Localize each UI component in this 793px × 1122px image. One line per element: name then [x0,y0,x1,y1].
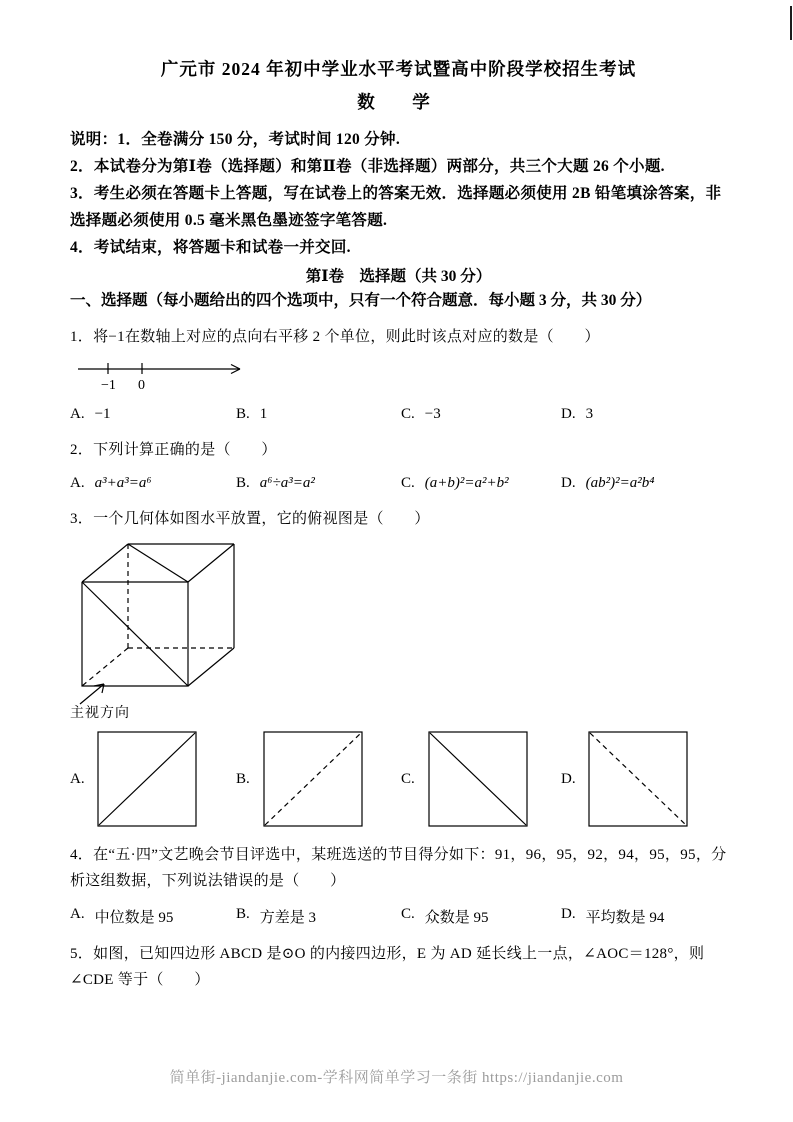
number-line-figure [76,358,727,394]
option-label: A. [70,475,85,491]
exam-instructions [70,126,727,261]
option-label: C. [401,475,415,491]
option-label: A. [70,406,85,422]
view-direction-label: 主视方向 [70,706,130,721]
option-text: 平均数是 94 [585,910,665,926]
square-dashed-falling-diagonal-figure [587,730,689,828]
q2-option-d [561,475,727,492]
option-label: D. [561,906,576,922]
option-label: C. [401,906,415,922]
square-solid-falling-diagonal-figure [427,730,529,828]
option-label: D. [561,475,576,491]
option-text: 中位数是 95 [94,910,174,926]
option-formula: a³+a³=a⁶ [94,475,152,491]
q1-option-d [561,406,727,423]
tick-label-minus1: −1 [101,378,116,393]
tick-label-zero: 0 [138,378,145,393]
question-4-options [70,906,727,927]
option-text: 1 [259,406,268,422]
q2-option-c [401,475,561,492]
option-text: 众数是 95 [424,910,489,926]
option-formula: a⁶÷a³=a² [259,475,315,491]
option-label: C. [401,770,415,787]
q3-option-c [401,730,561,828]
q2-option-b [236,475,401,492]
q1-option-c [401,406,561,423]
q3-option-a [70,730,236,828]
instruction-line-3: 3．考生必须在答题卡上答题，写在试卷上的答案无效．选择题必须使用 2B 铅笔填涂答案，非选择题必须使用 0.5 毫米黑色墨迹签字笔答题. [70,185,722,229]
instruction-line-4: 4．考试结束，将答题卡和试卷一并交回. [70,239,351,256]
q1-option-a [70,406,236,423]
q2-option-a [70,475,236,492]
option-formula: (ab²)²=a²b⁴ [585,475,655,491]
instruction-line-2: 2．本试卷分为第Ⅰ卷（选择题）和第Ⅱ卷（非选择题）两部分，共三个大题 26 个小题. [70,158,665,175]
q3-option-d [561,730,727,828]
q1-option-b [236,406,401,423]
option-label: B. [236,406,250,422]
prism-figure-svg [70,536,270,708]
question-3-options [70,730,727,828]
section-title: 第Ⅰ卷 选择题（共 30 分） [305,268,492,285]
instruction-line-1: 说明：1．全卷满分 150 分，考试时间 120 分钟. [70,131,401,148]
question-5-stem: 5．如图，已知四边形 ABCD 是⊙O 的内接四边形，E 为 AD 延长线上一点，∠AOC＝128°，则∠CDE 等于（ ） [70,946,705,988]
question-4-stem: 4．在“五·四”文艺晚会节目评选中，某班选送的节目得分如下：91，96，95，92，94，95，95，分析这组数据，下列说法错误的是（ ） [70,847,727,889]
option-label: C. [401,406,415,422]
option-text: 方差是 3 [259,910,317,926]
option-label: B. [236,906,250,922]
question-2-options [70,475,727,492]
option-text: −3 [424,406,441,422]
q3-option-b [236,730,401,828]
option-text: 3 [585,406,594,422]
number-line-svg [76,358,256,394]
q4-option-c [401,906,561,927]
option-label: D. [561,770,576,787]
question-1-stem: 1．将−1在数轴上对应的点向右平移 2 个单位，则此时该点对应的数是（ ） [70,329,600,345]
option-text: −1 [94,406,111,422]
square-dashed-rising-diagonal-figure [262,730,364,828]
option-label: B. [236,770,250,787]
q4-option-d [561,906,727,927]
question-1-options [70,406,727,423]
section-subtitle: 一、选择题（每小题给出的四个选项中，只有一个符合题意．每小题 3 分，共 30 分） [70,292,652,309]
option-label: D. [561,406,576,422]
option-label: B. [236,475,250,491]
exam-title: 广元市 2024 年初中学业水平考试暨高中阶段学校招生考试 [160,59,637,79]
watermark-footer: 简单街-jiandanjie.com-学科网简单学习一条街 https://jiandanjie.com [169,1070,624,1086]
q4-option-b [236,906,401,927]
question-3-stem: 3．一个几何体如图水平放置，它的俯视图是（ ） [70,511,430,527]
option-formula: (a+b)²=a²+b² [424,475,509,491]
question-2-stem: 2．下列计算正确的是（ ） [70,442,277,458]
q4-option-a [70,906,236,927]
subject-title: 数 学 [357,92,440,112]
option-label: A. [70,906,85,922]
solid-figure [70,536,727,722]
page-edge-mark [790,6,792,40]
option-label: A. [70,770,85,787]
square-solid-rising-diagonal-figure [96,730,198,828]
